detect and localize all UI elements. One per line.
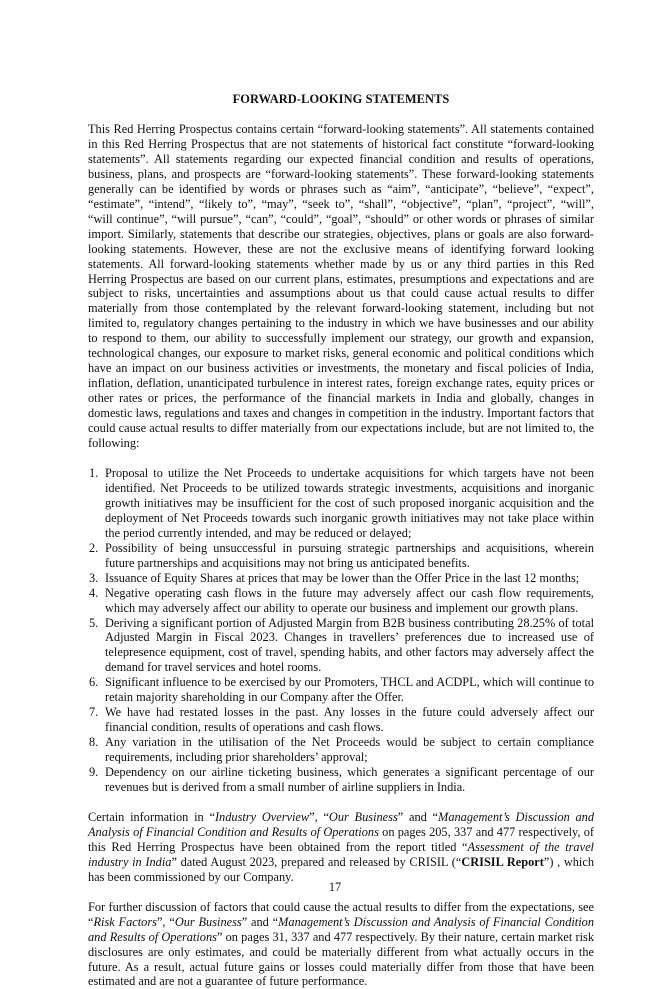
list-item xyxy=(88,571,594,586)
list-item-text: Any variation in the utilisation of the Net Proceeds would be subject to certain compliance requirements, including prior shareholders’ approval; xyxy=(105,735,594,765)
list-item xyxy=(88,765,594,795)
section-reference-our-business: Our Business xyxy=(174,914,242,929)
list-item xyxy=(88,705,594,735)
list-item-number: 4. xyxy=(89,585,99,600)
section-reference-industry-overview: Industry Overview xyxy=(214,809,310,824)
document-page xyxy=(88,92,594,989)
crisil-paragraph xyxy=(88,810,594,885)
text-run: ”, “ xyxy=(156,914,175,929)
section-reference-mdna: Management’s Discussion and Analysis of Financial Condition and Results of Operations xyxy=(88,914,595,944)
text-run: ” dated August 2023, prepared and released by CRISIL (“ xyxy=(171,854,462,869)
list-item-text: Dependency on our airline ticketing business, which generates a significant percentage of our revenues but is derived from a small number of airline suppliers in India. xyxy=(105,765,594,794)
list-item xyxy=(88,541,594,571)
section-reference-our-business: Our Business xyxy=(328,809,398,824)
list-item-text: We have had restated losses in the past. Any losses in the future could adversely affect our financial condition, results of operations and cash flows. xyxy=(105,705,594,735)
list-item-number: 2. xyxy=(89,540,99,555)
intro-paragraph: This Red Herring Prospectus contains certain “forward-looking statements”. All statements contained in this Red Herring Prospectus that are not statements of historical fact constitute “forward-looking statements”. All statements regarding our expected financial condition and results of operations, business, plans, and prospects are “forward-looking statements”. These forward-looking statements generally can be identified by words or phrases such as “aim”, “anticipate”, “believe”, “expect”, “estimate”, “intend”, “likely to”, “may”, “seek to”, “shall”, “objective”, “plan”, “project”, “will”, “will continue”, “will pursue”, “can”, “could”, “goal”, “should” or other words or phrases of similar import. Similarly, statements that describe our strategies, objectives, plans or goals are also forward-looking statements. However, these are not the exclusive means of identifying forward looking statements. All forward-looking statements whether made by us or any third parties in this Red Herring Prospectus are based on our current plans, estimates, presumptions and expectations and are subject to risks, uncertainties and assumptions about us that could cause actual results to differ materially from those contemplated by the relevant forward-looking statement, including but not limited to, regulatory changes pertaining to the industry in which we have businesses and our ability to respond to them, our ability to successfully implement our strategy, our growth and expansion, technological changes, our exposure to market risks, general economic and political conditions which have an impact on our business activities or investments, the monetary and fiscal policies of India, inflation, deflation, unanticipated turbulence in interest rates, foreign exchange rates, equity prices or other rates or prices, the performance of the financial markets in India and globally, changes in domestic laws, regulations and taxes and changes in competition in the industry. Important factors that could cause actual results to differ materially from our expectations include, but are not limited to, the following: xyxy=(88,122,594,451)
list-item-number: 6. xyxy=(89,675,99,690)
text-run: ” and “ xyxy=(241,914,279,929)
list-item xyxy=(88,586,594,616)
list-item-text: Negative operating cash flows in the future may adversely affect our cash flow requirements, which may adversely affect our ability to operate our business and implement our growth plans. xyxy=(105,585,594,615)
list-item-number: 9. xyxy=(89,765,99,780)
text-run: ”) , which has been commissioned by our Company. xyxy=(88,854,594,884)
text-run: Certain information in “ xyxy=(88,809,215,824)
list-item-text: Significant influence to be exercised by our Promoters, THCL and ACDPL, which will continue to retain majority shareholding in our Company after the Offer. xyxy=(105,675,594,705)
list-item-text: Possibility of being unsuccessful in pursuing strategic partnerships and acquisitions, wherein future partnerships and acquisitions may not bring us anticipated benefits. xyxy=(105,540,594,570)
text-run: ”, “ xyxy=(309,809,329,824)
page-title: FORWARD-LOOKING STATEMENTS xyxy=(232,92,450,106)
list-item-text: Proposal to utilize the Net Proceeds to undertake acquisitions for which targets have not been identified. Net Proceeds to be utilized towards strategic investments, acquisitions and inorganic growth initiatives may be insufficient for the cost of such proposed inorganic acquisition and the deployment of Net Proceeds towards such inorganic growth initiatives may not take place within the period currently intended, and may be reduced or delayed; xyxy=(105,465,594,540)
list-item xyxy=(88,675,594,705)
list-item-number: 3. xyxy=(89,570,99,585)
report-title: Assessment of the travel industry in India xyxy=(88,839,594,869)
section-reference-risk-factors: Risk Factors xyxy=(93,914,157,929)
text-run: For further discussion of factors that could cause the actual results to differ from the expectations, see “ xyxy=(88,899,594,929)
list-item-text: Issuance of Equity Shares at prices that may be lower than the Offer Price in the last 12 months; xyxy=(105,570,580,585)
further-discussion-paragraph xyxy=(88,900,594,989)
list-item-number: 7. xyxy=(89,705,99,720)
list-item xyxy=(88,616,594,676)
defined-term-crisil-report: CRISIL Report xyxy=(461,854,544,869)
list-item-number: 1. xyxy=(89,465,99,480)
list-item xyxy=(88,735,594,765)
page-number: 17 xyxy=(328,880,342,894)
text-run: ” and “ xyxy=(397,809,439,824)
text-run: on pages 205, 337 and 477 respectively, of this Red Herring Prospectus have been obtained from the report titled “ xyxy=(88,824,594,854)
list-item-text: Deriving a significant portion of Adjusted Margin from B2B business contributing 28.25% of total Adjusted Margin in Fiscal 2023. Changes in travellers’ preferences due to increased use of telepresence equipment, cost of travel, spending habits, and other factors may adversely affect the demand for travel services and hotel rooms. xyxy=(105,615,594,675)
risk-factors-list xyxy=(88,466,594,795)
list-item-number: 5. xyxy=(89,615,99,630)
section-reference-mdna: Management’s Discussion and Analysis of Financial Condition and Results of Operations xyxy=(88,809,594,839)
list-item xyxy=(88,466,594,541)
list-item-number: 8. xyxy=(89,735,99,750)
text-run: ” on pages 31, 337 and 477 respectively. By their nature, certain market risk disclosures are only estimates, and could be materially different from what actually occurs in the future. As a result, actual future gains or losses could materially differ from those that have been estimated and are not a guarantee of future performance. xyxy=(88,929,594,989)
